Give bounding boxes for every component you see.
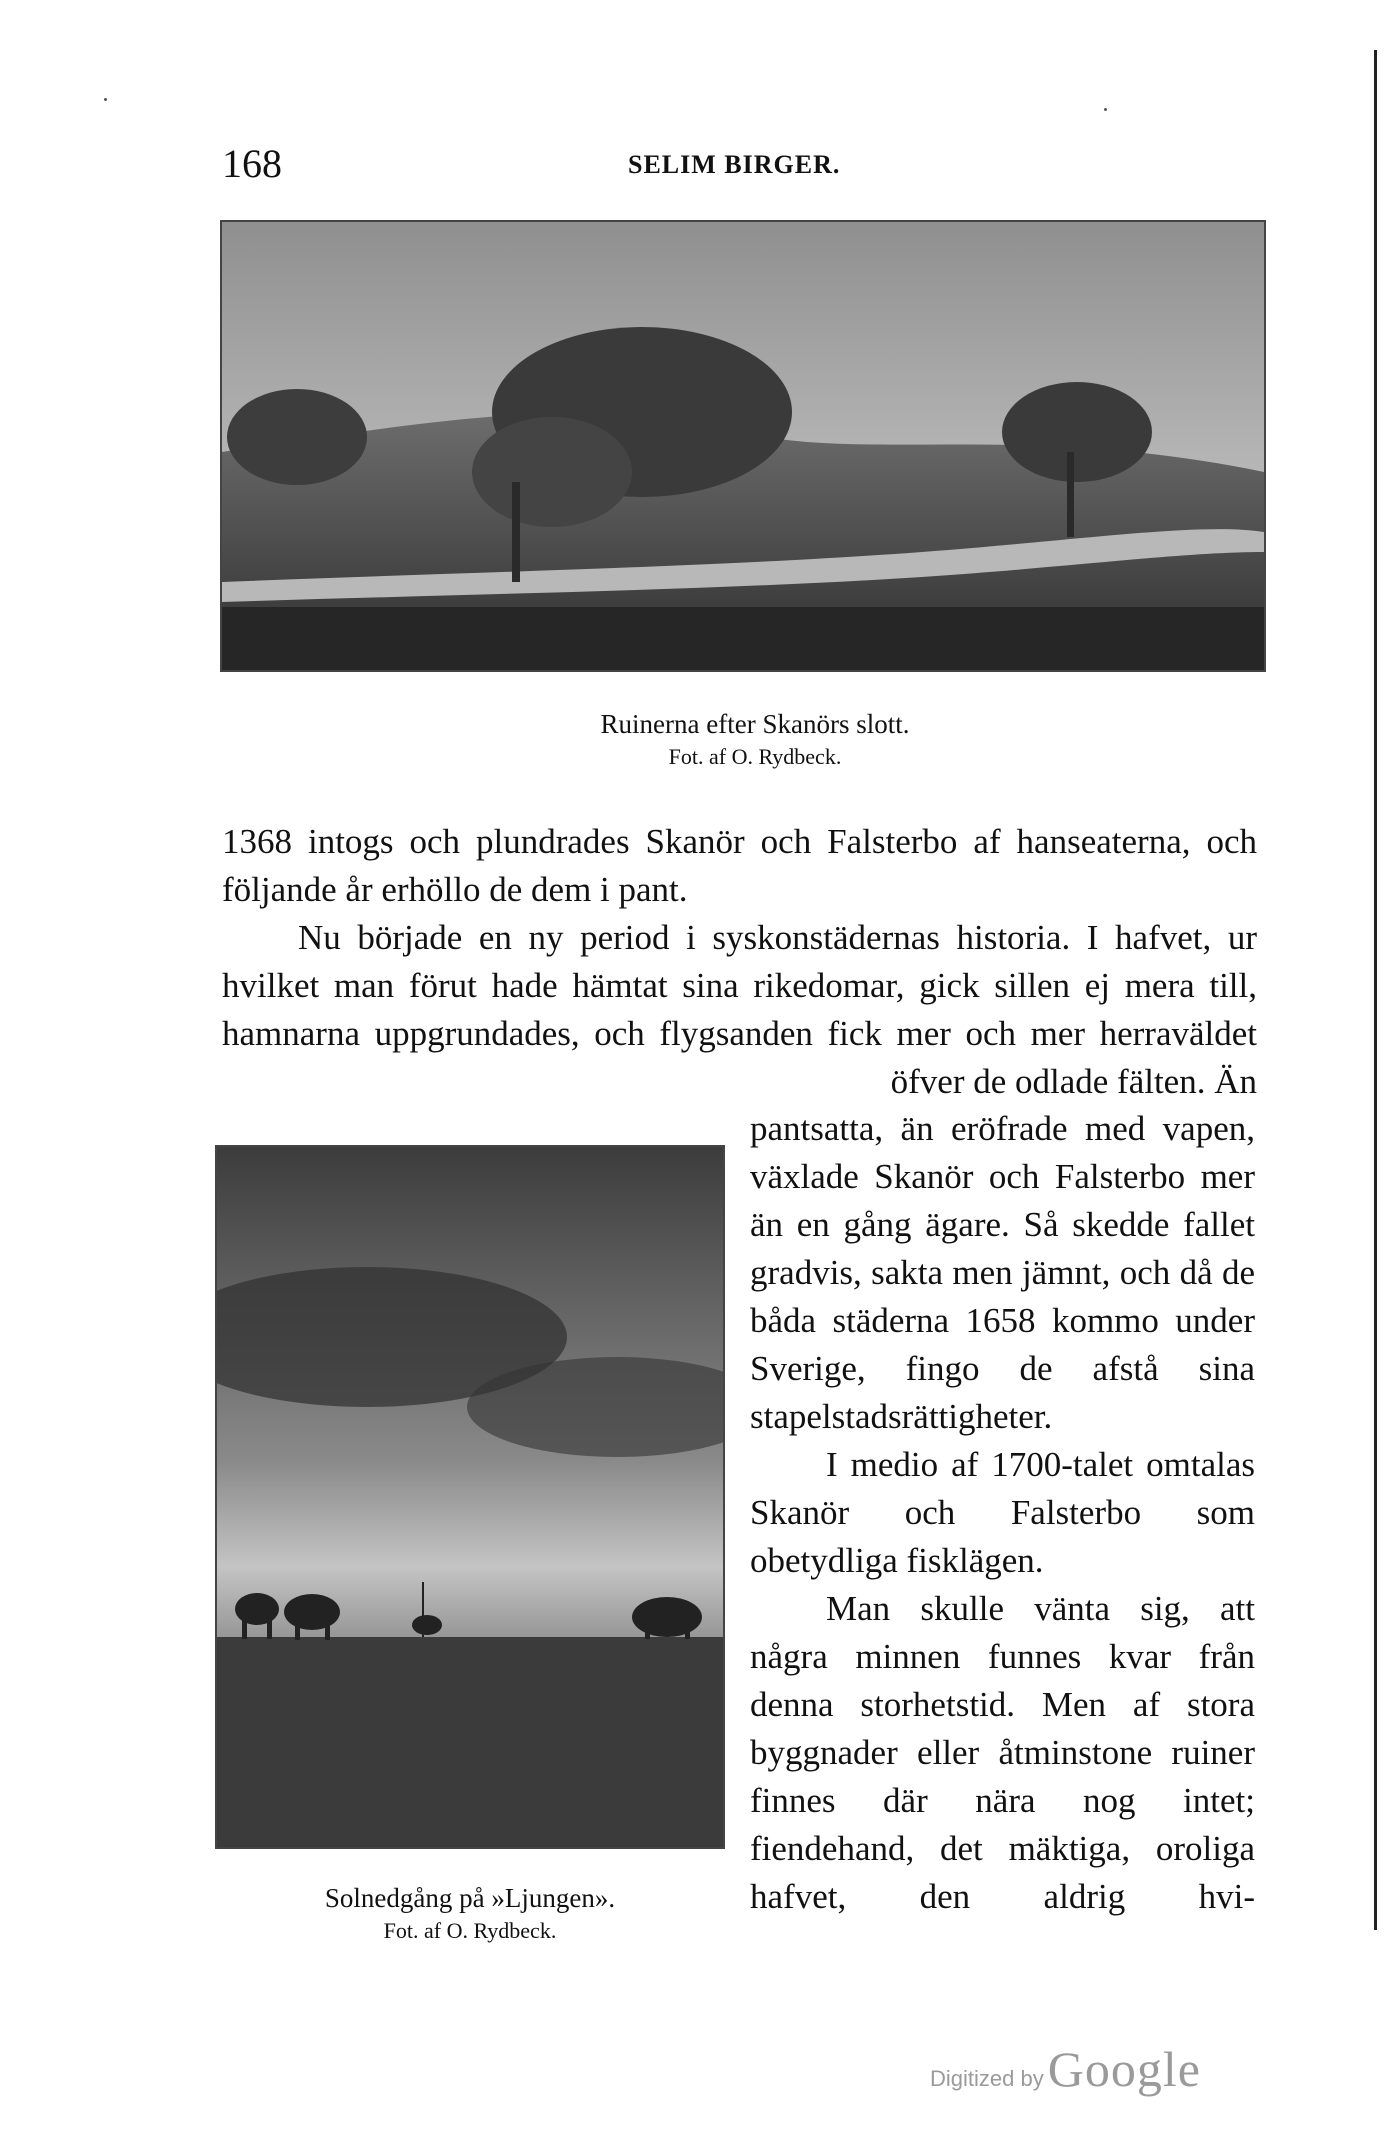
google-logo: Google xyxy=(1047,2041,1201,2097)
paragraph: 1368 intogs och plundrades Skanör och Falsterbo af hanseaterna, och följande år erhöllo de dem i pant. xyxy=(222,822,1257,909)
photo-credit: Fot. af O. Rydbeck. xyxy=(668,744,842,770)
caption-title: Solnedgång på »Ljungen». xyxy=(324,1883,616,1913)
caption-title: Ruinerna efter Skanörs slott. xyxy=(600,709,910,739)
page-edge-line xyxy=(1374,50,1377,1930)
paragraph: Man skulle vänta sig, att några minnen funnes kvar från denna storhetstid. Men af stora byggnader eller åtminstone ruiner finnes där nära nog intet; fiendehand, det mäktiga, oroliga hafvet, den aldrig hvi- xyxy=(750,1589,1255,1916)
sunset-horses-photo xyxy=(215,1145,725,1849)
body-text-full-width xyxy=(222,818,1257,1106)
figure-caption xyxy=(215,1880,725,1946)
photo-credit: Fot. af O. Rydbeck. xyxy=(383,1918,557,1944)
digitized-by-google-watermark xyxy=(930,2040,1201,2098)
page-number: 168 xyxy=(222,141,282,186)
scan-speck xyxy=(104,98,107,101)
castle-ruins-photo xyxy=(220,220,1266,672)
scan-speck xyxy=(1104,108,1107,111)
running-head: SELIM BIRGER. xyxy=(628,150,841,179)
paragraph: pantsatta, än eröfrade med vapen, växlade Skanör och Falsterbo mer än en gång ägare. Så skedde fallet gradvis, sakta men jämnt, och då de båda städerna 1658 kommo under Sverige, fingo de afstå sina stapelstadsrättigheter. xyxy=(750,1109,1255,1436)
paragraph: Nu började en ny period i syskonstädernas historia. I hafvet, ur hvilket man förut hade hämtat sina rikedomar, gick sillen ej mera till, hamnarna uppgrundades, och flygsanden fick mer och mer herraväldet öfver de odlade fälten. Än xyxy=(222,918,1257,1101)
watermark-text: Digitized by xyxy=(930,2066,1044,2091)
body-text-column xyxy=(750,1105,1255,1921)
figure-caption xyxy=(430,706,1080,772)
paragraph: I medio af 1700-talet omtalas Skanör och Falsterbo som obetydliga fisklägen. xyxy=(750,1445,1255,1580)
